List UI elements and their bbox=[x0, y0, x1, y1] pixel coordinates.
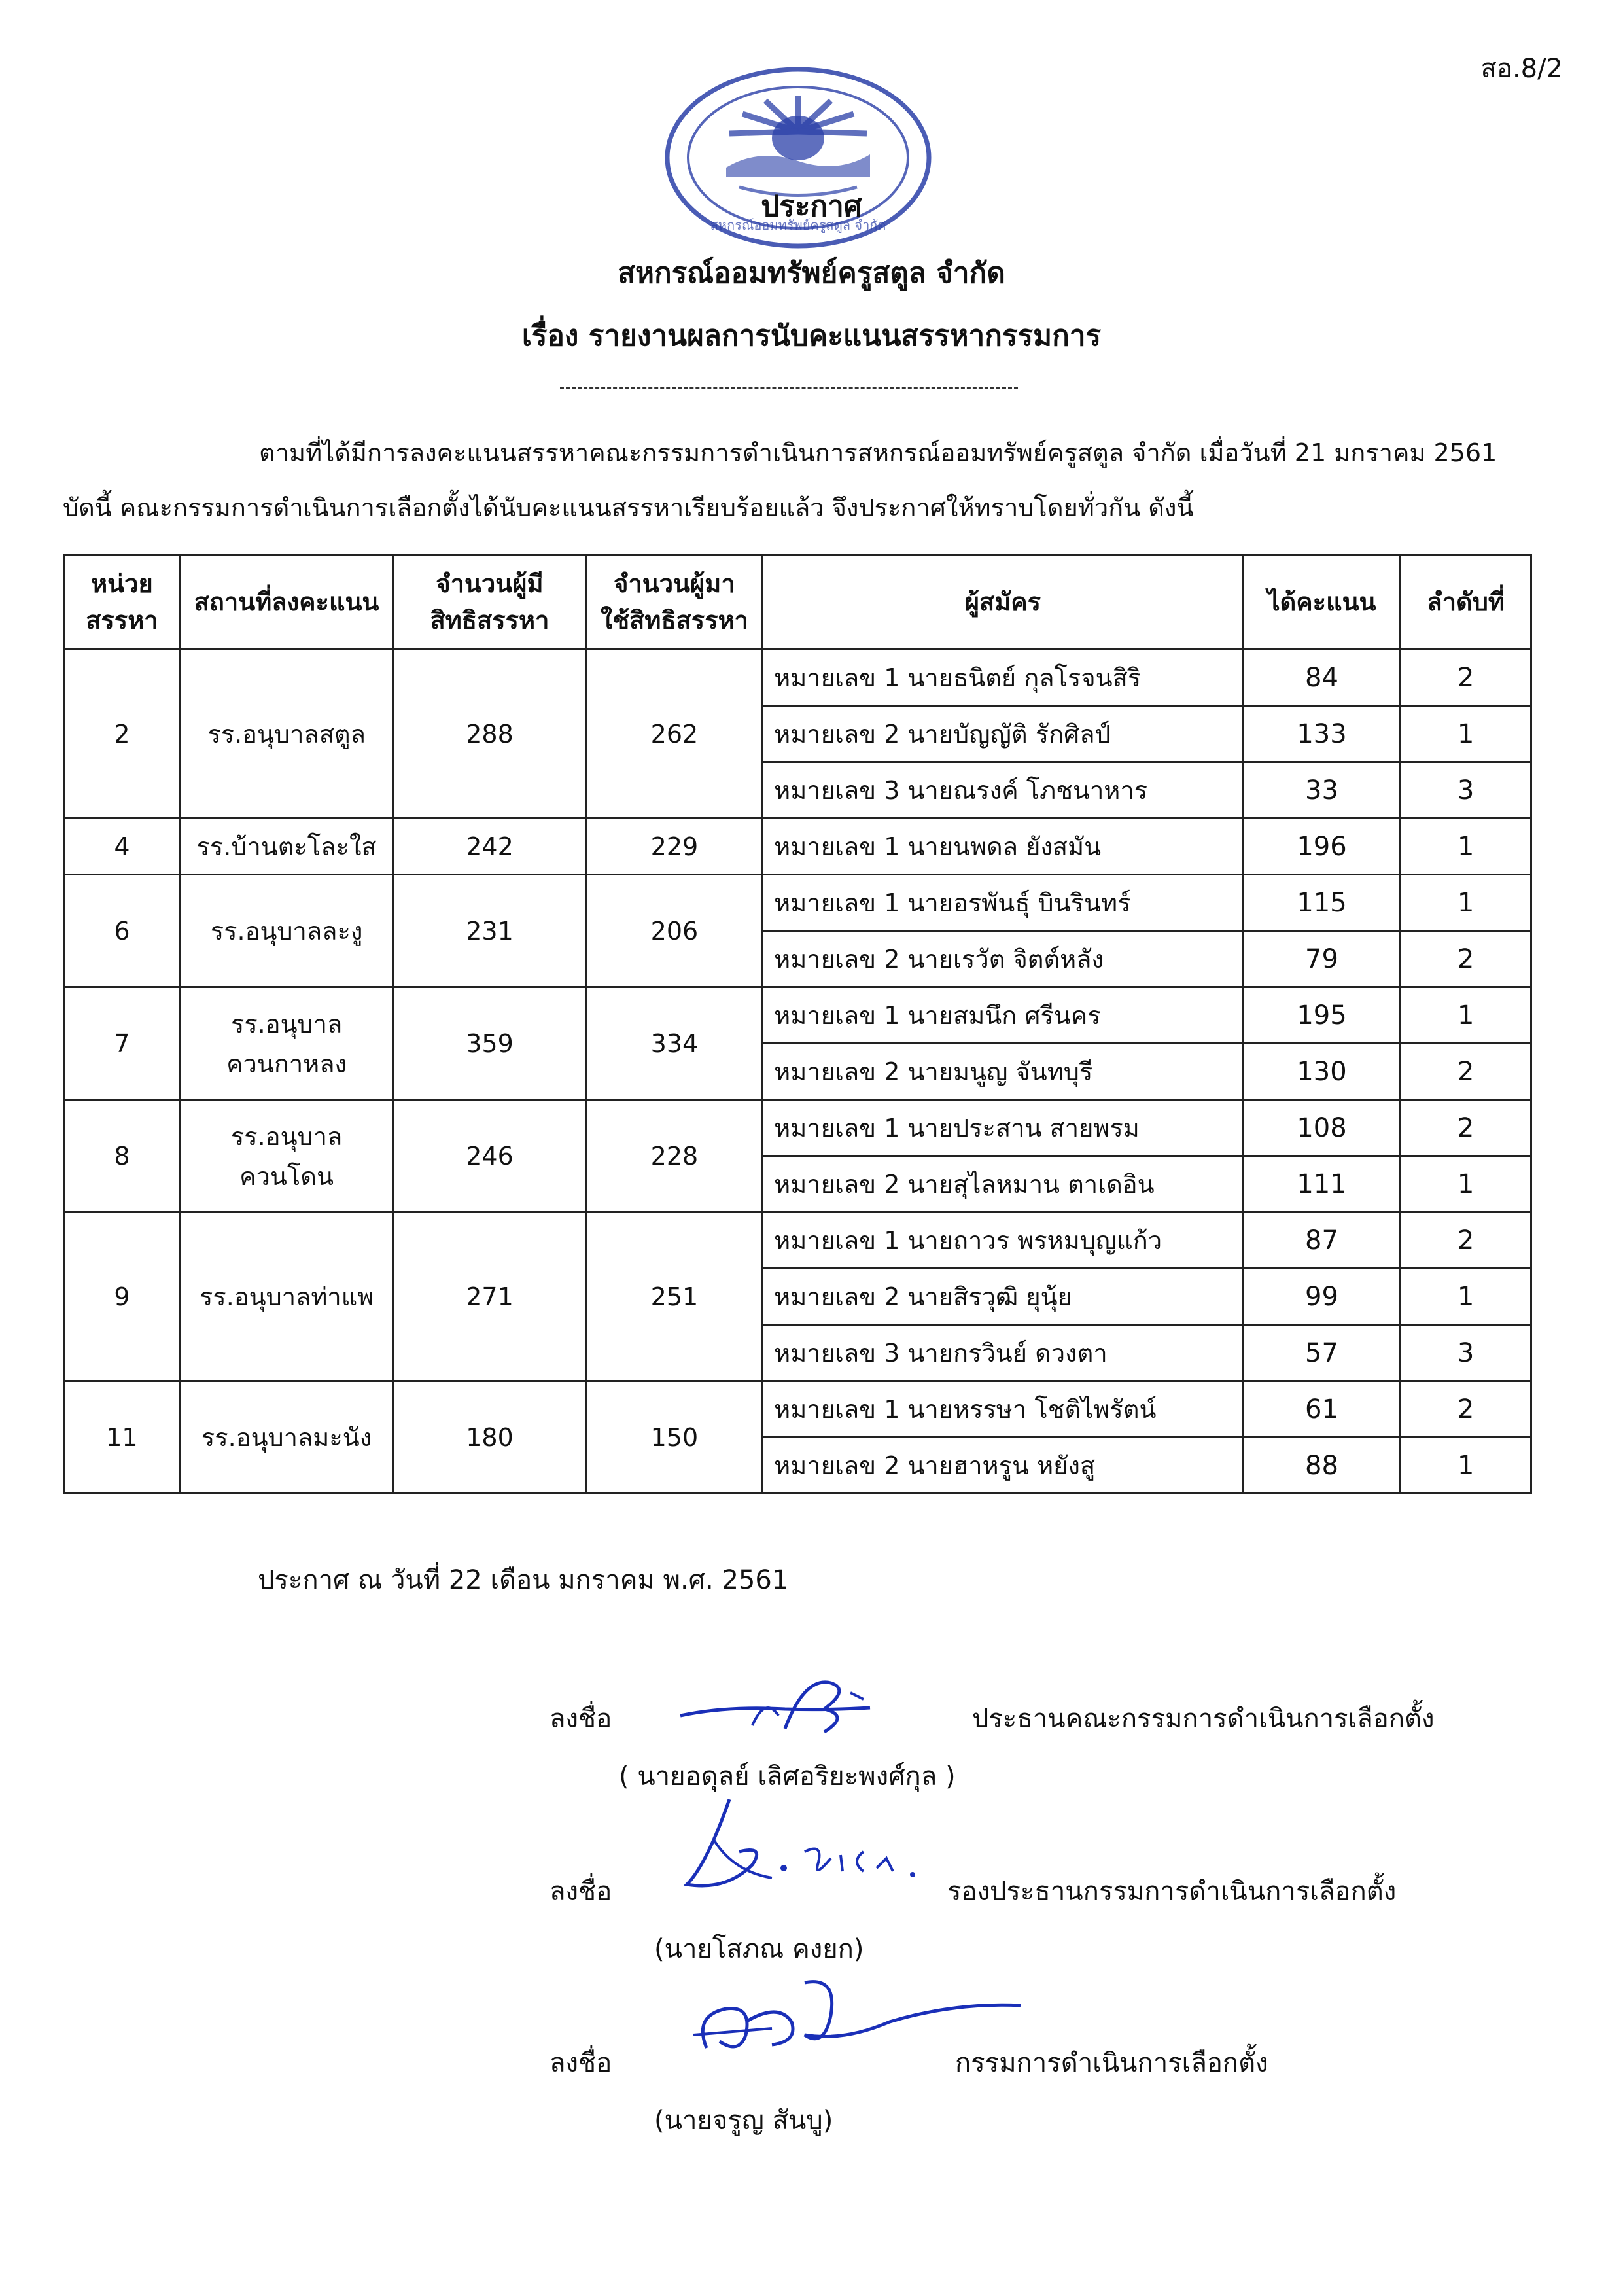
candidate-name: หมายเลข 1 นายสมนึก ศรีนคร bbox=[763, 987, 1244, 1044]
candidate-name: หมายเลข 2 นายเรวัต จิตต์หลัง bbox=[763, 931, 1244, 987]
table-row bbox=[64, 1100, 1531, 1156]
unit-number: 2 bbox=[64, 650, 181, 819]
candidate-name: หมายเลข 1 นายประสาน สายพรม bbox=[763, 1100, 1244, 1156]
candidate-rank: 2 bbox=[1401, 931, 1531, 987]
unit-voted: 206 bbox=[586, 875, 762, 987]
unit-eligible: 271 bbox=[393, 1212, 586, 1381]
candidate-rank: 2 bbox=[1401, 1381, 1531, 1438]
unit-number: 4 bbox=[64, 819, 181, 875]
table-row bbox=[64, 987, 1531, 1044]
table-header-row bbox=[64, 555, 1531, 650]
unit-place: รร.อนุบาลท่าแพ bbox=[180, 1212, 393, 1381]
table-row bbox=[64, 875, 1531, 931]
sign-label: ลงชื่อ bbox=[550, 1877, 612, 1907]
unit-number: 7 bbox=[64, 987, 181, 1100]
signer-role: กรรมการดำเนินการเลือกตั้ง bbox=[955, 2048, 1268, 2078]
candidate-score: 130 bbox=[1243, 1044, 1401, 1100]
header-unit: หน่วย สรรหา bbox=[64, 555, 181, 650]
candidate-rank: 2 bbox=[1401, 1100, 1531, 1156]
unit-eligible: 246 bbox=[393, 1100, 586, 1212]
candidate-score: 33 bbox=[1243, 762, 1401, 819]
unit-place: รร.อนุบาลละงู bbox=[180, 875, 393, 987]
unit-voted: 251 bbox=[586, 1212, 762, 1381]
announcement-date: ประกาศ ณ วันที่ 22 เดือน มกราคม พ.ศ. 2561 bbox=[258, 1565, 789, 1595]
candidate-score: 61 bbox=[1243, 1381, 1401, 1438]
table-row bbox=[64, 819, 1531, 875]
results-table bbox=[63, 554, 1532, 1494]
candidate-rank: 2 bbox=[1401, 1044, 1531, 1100]
unit-place: รร.บ้านตะโละใส bbox=[180, 819, 393, 875]
header-voted: จำนวนผู้มา ใช้สิทธิสรรหา bbox=[586, 555, 762, 650]
signer-role: รองประธานกรรมการดำเนินการเลือกตั้ง bbox=[947, 1877, 1397, 1907]
candidate-name: หมายเลข 1 นายนพดล ยังสมัน bbox=[763, 819, 1244, 875]
stamp-text: สหกรณ์ออมทรัพย์ครูสตูล จำกัด bbox=[710, 217, 886, 233]
unit-number: 9 bbox=[64, 1212, 181, 1381]
header-place: สถานที่ลงคะแนน bbox=[180, 555, 393, 650]
unit-place: รร.อนุบาลมะนัง bbox=[180, 1381, 393, 1494]
candidate-name: หมายเลข 2 นายมนูญ จันทบุรี bbox=[763, 1044, 1244, 1100]
candidate-name: หมายเลข 3 นายกรวินย์ ดวงตา bbox=[763, 1325, 1244, 1381]
unit-voted: 228 bbox=[586, 1100, 762, 1212]
header-score: ได้คะแนน bbox=[1243, 555, 1401, 650]
intro-paragraph: ตามที่ได้มีการลงคะแนนสรรหาคณะกรรมการดำเนินการสหกรณ์ออมทรัพย์ครูสตูล จำกัด เมื่อวันที่ 21 มกราคม 2561 บัดนี้ คณะกรรมการดำเนินการเลือกตั้งได้นับคะแนนสรรหาเรียบร้อยแล้ว จึงประกาศให้ทราบโดยทั่วกัน ดังนี้ bbox=[63, 438, 1497, 522]
announcement-title: ประกาศ bbox=[761, 190, 862, 223]
candidate-name: หมายเลข 1 นายถาวร พรหมบุญแก้ว bbox=[763, 1212, 1244, 1269]
header-candidate: ผู้สมัคร bbox=[763, 555, 1244, 650]
header-rank: ลำดับที่ bbox=[1401, 555, 1531, 650]
signer-name: ( นายอดุลย์ เลิศอริยะพงศ์กุล ) bbox=[619, 1761, 956, 1792]
organization-name: สหกรณ์ออมทรัพย์ครูสตูล จำกัด bbox=[618, 256, 1005, 290]
candidate-rank: 2 bbox=[1401, 650, 1531, 706]
unit-number: 6 bbox=[64, 875, 181, 987]
candidate-score: 133 bbox=[1243, 706, 1401, 762]
unit-place: รร.อนุบาล ควนโดน bbox=[180, 1100, 393, 1212]
candidate-score: 79 bbox=[1243, 931, 1401, 987]
table-row bbox=[64, 650, 1531, 706]
candidate-name: หมายเลข 2 นายสุไลหมาน ตาเดอิน bbox=[763, 1156, 1244, 1212]
candidate-score: 88 bbox=[1243, 1438, 1401, 1494]
unit-voted: 229 bbox=[586, 819, 762, 875]
candidate-score: 99 bbox=[1243, 1269, 1401, 1325]
candidate-rank: 1 bbox=[1401, 987, 1531, 1044]
signature-chairman bbox=[674, 1670, 883, 1742]
unit-eligible: 242 bbox=[393, 819, 586, 875]
unit-place: รร.อนุบาลสตูล bbox=[180, 650, 393, 819]
header-eligible: จำนวนผู้มี สิทธิสรรหา bbox=[393, 555, 586, 650]
candidate-rank: 3 bbox=[1401, 1325, 1531, 1381]
unit-number: 8 bbox=[64, 1100, 181, 1212]
candidate-rank: 1 bbox=[1401, 706, 1531, 762]
table-row bbox=[64, 1212, 1531, 1269]
unit-voted: 334 bbox=[586, 987, 762, 1100]
sign-label: ลงชื่อ bbox=[550, 2048, 612, 2078]
candidate-name: หมายเลข 1 นายธนิตย์ กุลโรจนสิริ bbox=[763, 650, 1244, 706]
document-number: สอ.8/2 bbox=[1480, 54, 1563, 84]
unit-voted: 262 bbox=[586, 650, 762, 819]
candidate-rank: 1 bbox=[1401, 819, 1531, 875]
candidate-score: 87 bbox=[1243, 1212, 1401, 1269]
candidate-rank: 1 bbox=[1401, 1269, 1531, 1325]
unit-eligible: 359 bbox=[393, 987, 586, 1100]
unit-eligible: 288 bbox=[393, 650, 586, 819]
unit-place: รร.อนุบาล ควนกาหลง bbox=[180, 987, 393, 1100]
candidate-score: 84 bbox=[1243, 650, 1401, 706]
candidate-rank: 1 bbox=[1401, 875, 1531, 931]
candidate-name: หมายเลข 2 นายบัญญัติ รักศิลป์ bbox=[763, 706, 1244, 762]
candidate-score: 57 bbox=[1243, 1325, 1401, 1381]
table-row bbox=[64, 1381, 1531, 1438]
candidate-rank: 1 bbox=[1401, 1156, 1531, 1212]
unit-eligible: 231 bbox=[393, 875, 586, 987]
signer-role: ประธานคณะกรรมการดำเนินการเลือกตั้ง bbox=[972, 1704, 1435, 1734]
candidate-score: 195 bbox=[1243, 987, 1401, 1044]
candidate-score: 108 bbox=[1243, 1100, 1401, 1156]
candidate-rank: 1 bbox=[1401, 1438, 1531, 1494]
candidate-name: หมายเลข 2 นายฮาหรูน หยังสู bbox=[763, 1438, 1244, 1494]
candidate-score: 196 bbox=[1243, 819, 1401, 875]
sign-label: ลงชื่อ bbox=[550, 1704, 612, 1734]
candidate-name: หมายเลข 1 นายอรพันธุ์ บินรินทร์ bbox=[763, 875, 1244, 931]
candidate-name: หมายเลข 1 นายหรรษา โชติไพรัตน์ bbox=[763, 1381, 1244, 1438]
header-divider bbox=[560, 387, 1018, 389]
unit-number: 11 bbox=[64, 1381, 181, 1494]
signature-vice-chairman bbox=[667, 1786, 929, 1917]
signer-name: (นายจรูญ สันบู) bbox=[654, 2106, 833, 2136]
signer-name: (นายโสภณ คงยก) bbox=[654, 1934, 864, 1964]
unit-eligible: 180 bbox=[393, 1381, 586, 1494]
candidate-score: 111 bbox=[1243, 1156, 1401, 1212]
candidate-score: 115 bbox=[1243, 875, 1401, 931]
candidate-rank: 3 bbox=[1401, 762, 1531, 819]
candidate-rank: 2 bbox=[1401, 1212, 1531, 1269]
unit-voted: 150 bbox=[586, 1381, 762, 1494]
candidate-name: หมายเลข 3 นายณรงค์ โภชนาหาร bbox=[763, 762, 1244, 819]
announcement-subject: เรื่อง รายงานผลการนับคะแนนสรรหากรรมการ bbox=[521, 319, 1102, 353]
candidate-name: หมายเลข 2 นายสิรวุฒิ ยุนุ้ย bbox=[763, 1269, 1244, 1325]
